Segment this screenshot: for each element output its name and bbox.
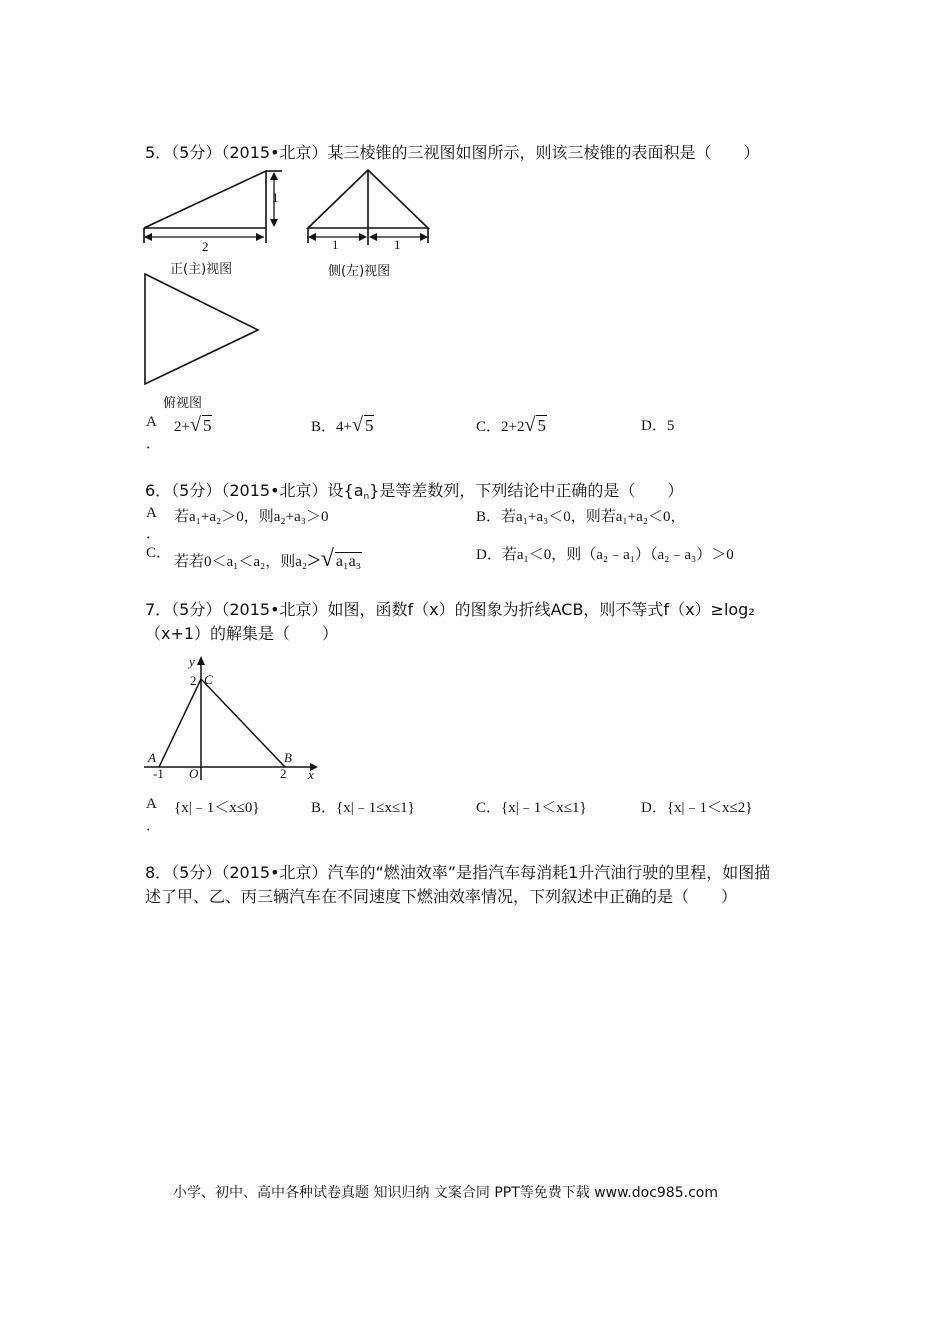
q5-option-a[interactable] [174, 414, 212, 437]
q6-option-b[interactable] [476, 505, 685, 526]
q6-option-c-gt: > [307, 548, 321, 574]
q6-option-b-letter: B． [476, 509, 502, 525]
q5-option-c-letter: C． [476, 419, 502, 435]
q7-option-d[interactable] [641, 796, 752, 817]
q6-stem-part1: 6．（5分）（2015•北京）设{a [145, 481, 364, 500]
front-view-diagram [140, 165, 290, 250]
q7-option-a-letter: A [146, 796, 157, 812]
q5-option-b-prefix: 4+ [336, 419, 352, 435]
q5-option-a-prefix: 2+ [174, 419, 190, 435]
q6-stem-sub: n [363, 492, 370, 502]
y-axis-label: y [189, 654, 195, 669]
sqrt-symbol: √ a₁a₃ [320, 546, 362, 572]
front-view-triangle [144, 171, 266, 228]
q6-option-d-text: 若a₁＜0，则（a₂﹣a₁）（a₂﹣a₃）＞0 [501, 547, 734, 563]
q5-option-d[interactable] [641, 414, 674, 435]
sqrt-symbol: √ 5 [189, 414, 212, 436]
q5-option-b-letter: B． [311, 419, 337, 435]
sqrt-symbol: √ 5 [524, 414, 546, 436]
tick-2-x: 2 [280, 766, 287, 781]
front-dim-height: 1 [272, 190, 279, 205]
q6-option-c-text: 若若0＜a₁＜a₂，则a₂ [174, 554, 308, 570]
q5-option-c-radicand: 5 [537, 416, 546, 435]
x-axis-label: x [308, 767, 314, 782]
front-dim-width: 2 [202, 239, 209, 254]
sqrt-symbol: √ 5 [351, 414, 374, 436]
point-c-label: C [204, 672, 213, 687]
question-6-stem [145, 481, 683, 507]
q6-option-d[interactable] [476, 543, 734, 564]
q6-option-d-letter: D． [476, 547, 502, 563]
question-8-stem-line1: 8．（5分）（2015•北京）汽车的“燃油效率”是指汽车每消耗1升汽油行驶的里程，如图描 [145, 863, 771, 882]
point-a-label: A [148, 750, 156, 765]
top-view-diagram [140, 270, 265, 390]
q7-graph [142, 652, 327, 782]
q6-option-c-letter: C． [146, 545, 172, 561]
q6-option-c-radicand: a₁a₃ [335, 553, 362, 570]
tick-2-y: 2 [190, 673, 197, 688]
q5-option-a-letter: A [146, 414, 157, 430]
side-dim-left: 1 [332, 237, 339, 252]
point-b-label: B [284, 750, 292, 765]
q5-option-c[interactable] [476, 414, 547, 437]
q5-option-d-letter: D． [641, 418, 667, 434]
page-footer: 小学、初中、高中各种试卷真题 知识归纳 文案合同 PPT等免费下载 www.doc985.com [173, 1185, 718, 1201]
q5-option-b[interactable] [311, 414, 374, 437]
side-view-diagram [303, 165, 433, 250]
question-8-stem-line2: 述了甲、乙、丙三辆汽车在不同速度下燃油效率情况，下列叙述中正确的是（ ） [145, 887, 738, 906]
q7-option-c[interactable] [476, 796, 587, 817]
q5-option-d-text: 5 [666, 418, 675, 434]
q7-option-b-letter: B． [311, 800, 337, 816]
q6-option-b-text: 若a₁+a₃＜0，则若a₁+a₂＜0， [501, 509, 686, 525]
q5-option-c-prefix: 2+2 [501, 419, 525, 435]
q7-option-b[interactable] [311, 796, 415, 817]
side-dim-right: 1 [394, 237, 401, 252]
side-view-label: 侧(左)视图 [328, 264, 391, 279]
q7-option-c-text: {x|﹣1＜x≤1} [501, 800, 587, 816]
q5-option-a-radicand: 5 [202, 416, 212, 435]
q6-option-a-letter: A [146, 505, 157, 521]
polyline-acb [159, 679, 285, 767]
question-7-stem-line2: （x+1）的解集是（ ） [145, 624, 339, 643]
q6-option-a[interactable]: 若a₁+a₂＞0，则a₂+a₃＞0 [174, 509, 329, 525]
q7-option-d-text: {x|﹣1＜x≤2} [666, 800, 753, 816]
question-5-stem: 5．（5分）（2015•北京）某三棱锥的三视图如图所示，则该三棱锥的表面积是（ ） [145, 143, 760, 162]
q6-option-a-dot: ． [146, 526, 162, 542]
q6-stem-part2: }是等差数列，下列结论中正确的是（ ） [369, 481, 684, 500]
top-view-label: 俯视图 [163, 396, 203, 411]
q7-option-a-dot: ． [146, 818, 162, 834]
question-7-stem-line1: 7．（5分）（2015•北京）如图，函数f（x）的图象为折线ACB，则不等式f（x）≥log₂ [145, 600, 755, 619]
q5-option-a-dot: ． [146, 436, 162, 452]
q7-option-c-letter: C． [476, 800, 502, 816]
q7-option-b-text: {x|﹣1≤x≤1} [336, 800, 415, 816]
q6-option-c[interactable] [174, 546, 362, 575]
front-view-label: 正(主)视图 [170, 262, 233, 277]
q7-option-d-letter: D． [641, 800, 667, 816]
origin-label: O [189, 766, 199, 781]
q7-option-a[interactable]: {x|﹣1＜x≤0} [174, 800, 260, 816]
q5-option-b-radicand: 5 [364, 416, 374, 435]
tick-neg1: -1 [153, 766, 164, 781]
y-axis-arrow [197, 656, 205, 665]
